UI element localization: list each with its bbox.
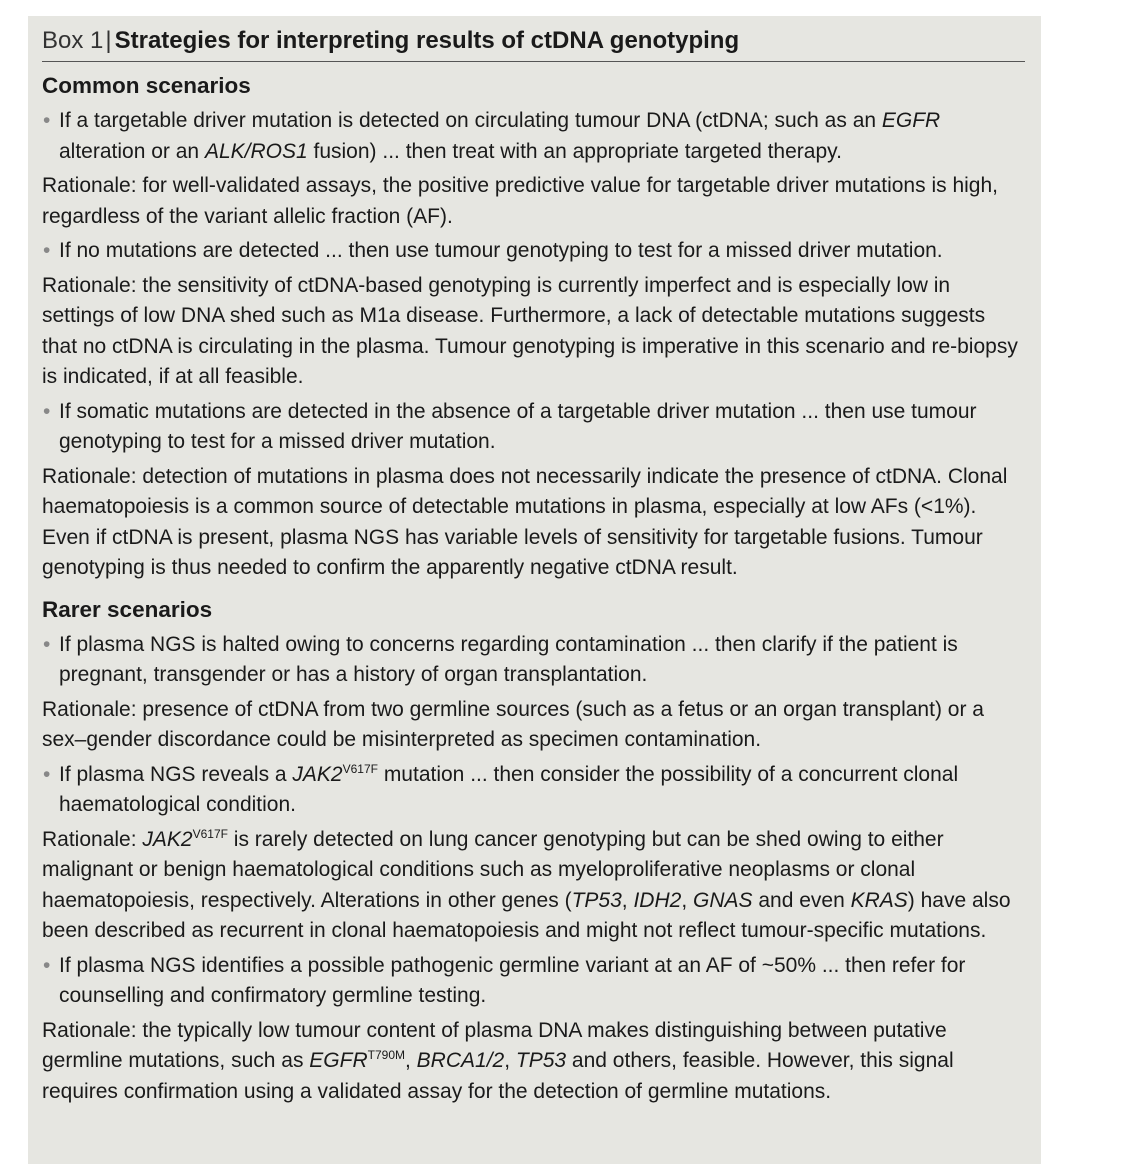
rare-bullet-3 (42, 951, 1025, 1012)
rare-rationale-3 (42, 1016, 1025, 1108)
rationale-text: , (621, 888, 634, 912)
rare-rationale-1: Rationale: presence of ctDNA from two germline sources (such as a fetus or an organ transplant) or a sex–gender discordance could be misinterpreted as specimen contamination. (42, 697, 984, 751)
gene-name: IDH2 (633, 888, 682, 912)
gene-name: JAK2 (142, 827, 193, 851)
rationale-text: Rationale: the typically low tumour content of plasma DNA makes distinguishing between putative germline mutations, such as (42, 1018, 947, 1072)
bullet-text: If plasma NGS reveals a (59, 762, 293, 786)
rationale-text: and others, feasible. However, this signal requires confirmation using a validated assay for the detection of germline mutations. (42, 1049, 954, 1103)
rationale-text: , (405, 1049, 417, 1072)
common-bullet-3 (42, 397, 1025, 458)
box-number: Box 1 (42, 27, 104, 54)
bullet-icon: • (43, 762, 51, 786)
rationale-text: Rationale: (42, 827, 143, 851)
box-title: Strategies for interpreting results of ctDNA genotyping (114, 27, 740, 54)
variant-superscript: V617F (192, 826, 228, 841)
box-title-row (42, 24, 1025, 62)
rationale-text: ) have also been described as recurrent in clonal haematopoiesis and might not reflect tumour-specific mutations. (42, 888, 1011, 942)
bullet-text: If a targetable driver mutation is detected on circulating tumour DNA (ctDNA; such as an (59, 109, 882, 132)
variant-superscript: T790M (367, 1048, 405, 1062)
text-box (28, 16, 1041, 1164)
bullet-text: If somatic mutations are detected in the absence of a targetable driver mutation ... then use tumour genotyping to test for a missed driver mutation. (59, 399, 977, 453)
rare-bullet-2 (42, 760, 1025, 821)
bullet-icon: • (43, 632, 51, 656)
rare-bullet-1 (42, 630, 1025, 691)
common-rationale-3: Rationale: detection of mutations in plasma does not necessarily indicate the presence of ctDNA. Clonal haematopoiesis is a common source of detectable mutations in plasma, especially at low AFs (<1%). Even if ctDNA is present, plasma NGS has variable levels of sensitivity for targetable fusions. Tumour genotyping is thus needed to confirm the apparently negative ctDNA result. (42, 464, 1008, 579)
bullet-text: mutation ... then consider the possibility of a concurrent clonal haematological condition. (59, 762, 959, 816)
gene-name: BRCA1/2 (416, 1049, 505, 1072)
bullet-icon: • (43, 953, 51, 977)
rationale-text: , (504, 1049, 516, 1072)
gene-name: EGFR (881, 109, 941, 132)
gene-name: ALK/ROS1 (204, 139, 308, 163)
rationale-text: , (681, 888, 693, 912)
rationale-text: is rarely detected on lung cancer genotyping but can be shed owing to either malignant or benign haematological conditions such as myeloproliferative neoplasms or clonal haematopoiesis, respectively. Alterations in other genes ( (42, 827, 944, 912)
bullet-text: If plasma NGS identifies a possible pathogenic germline variant at an AF of ~50% ... then refer for counselling and confirmatory germline testing. (59, 953, 966, 1007)
gene-name: KRAS (850, 888, 908, 912)
bullet-text: fusion) ... then treat with an appropriate targeted therapy. (307, 139, 842, 163)
gene-name: EGFR (309, 1049, 368, 1072)
gene-name: TP53 (571, 888, 622, 912)
bullet-text: If plasma NGS is halted owing to concerns regarding contamination ... then clarify if the patient is pregnant, transgender or has a history of organ transplantation. (59, 632, 958, 686)
rare-rationale-2 (42, 825, 1025, 947)
rarer-scenarios-heading: Rarer scenarios (42, 596, 213, 622)
bullet-text: alteration or an (59, 139, 205, 163)
common-rationale-2: Rationale: the sensitivity of ctDNA-based genotyping is currently imperfect and is especially low in settings of low DNA shed such as M1a disease. Furthermore, a lack of detectable mutations suggests that no ctDNA is circulating in the plasma. Tumour genotyping is imperative in this scenario and re-biopsy is indicated, if at all feasible. (42, 273, 1018, 388)
rationale-text: and even (752, 888, 851, 912)
bullet-icon: • (43, 109, 51, 132)
common-rationale-1: Rationale: for well-validated assays, the positive predictive value for targetable driver mutations is high, regardless of the variant allelic fraction (AF). (42, 174, 998, 228)
bullet-text: If no mutations are detected ... then use tumour genotyping to test for a missed driver mutation. (59, 239, 943, 262)
title-separator: | (105, 27, 112, 54)
variant-superscript: V617F (342, 761, 378, 776)
common-scenarios-heading: Common scenarios (42, 73, 251, 98)
common-bullet-2 (42, 236, 1025, 267)
gene-name: TP53 (515, 1049, 567, 1072)
bullet-icon: • (43, 399, 51, 423)
gene-name: GNAS (692, 888, 753, 912)
common-bullet-1 (42, 106, 1025, 167)
bullet-icon: • (43, 239, 51, 262)
gene-name: JAK2 (292, 762, 343, 786)
